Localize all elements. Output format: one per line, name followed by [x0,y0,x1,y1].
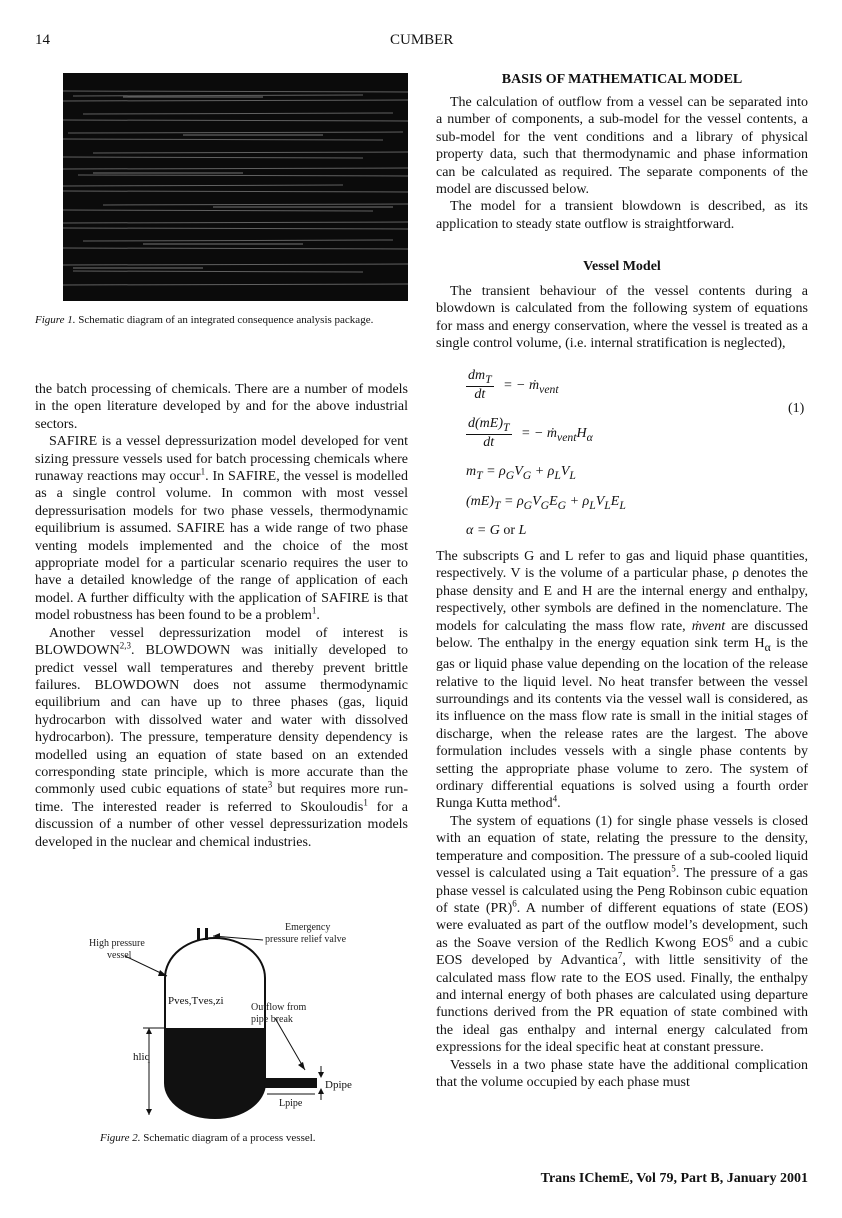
citation: 7 [617,950,623,961]
alpha-sub: α [764,640,771,654]
equation-alpha: α = G or L [466,523,527,538]
citation: 1 [311,605,317,616]
text: The system of equations (1) for single phase vessels is closed with an equation of state, relating the pressure to the density, temperature and composition. The pressure of a sub-cooled liquid vessel is calculated using a Tait equation [436,813,808,882]
running-title: CUMBER [390,32,454,48]
equations-block [466,368,808,543]
text: . [316,608,320,624]
journal-footer: Trans IChemE, Vol 79, Part B, January 2001 [540,1171,808,1186]
text: . [557,796,561,812]
left-paragraph-2 [35,433,408,624]
text: . The pressure of a gas phase vessel is calculated using the Peng Robinson cubic equation of state (PR) [436,866,808,916]
left-paragraph-3 [35,625,408,851]
equation-energy-total: $(mE)_T = \rho_GV_GE_G + \rho_LV_LE_L$ [466,494,626,512]
right-paragraph-5 [436,813,808,1057]
text: for a discussion of a number of other vessel depressurization models developed in the nuclear and chemical industries. [35,799,408,850]
equation-mass: $\frac{dm_T}{dt}$ = − ṁ$_{vent}$ [468,368,559,402]
right-paragraph-1: The calculation of outflow from a vessel can be separated into a number of components, a sub-model for the vessel contents, a sub-model for the vent conditions and a library of physical property data, such that thermodynamic and phase information can be calculated as required. The separate components of the model are discussed below. [436,95,808,198]
figure-2-caption [100,1131,400,1145]
label-outflow-1: Outflow from [251,1002,307,1013]
figure-1-label: Figure 1. [35,314,76,326]
section-heading-basis: BASIS OF MATHEMATICAL MODEL [501,72,743,87]
citation: 6 [512,898,517,909]
citation: 1 [363,797,368,808]
text: but requires more run-time. The interested reader is referred to Skouloudis [35,782,408,815]
label-hliq: hliq [133,1051,151,1063]
citation: 2,3 [119,640,132,651]
equation-number: (1) [788,401,805,416]
figure-2-diagram [85,918,385,1123]
equation-energy: $\frac{d(mE)_T}{dt}$ = − $ṁ_{vent}H_\alpha$ [468,416,593,450]
section-heading-vessel-model: Vessel Model [583,259,661,274]
right-paragraph-6: Vessels in a two phase state have the additional complication that the volume occupied by each phase must [436,1057,808,1090]
equation-mass-total: $m_T = \rho_GV_G + \rho_LV_L$ [466,464,576,482]
text: are discussed below. The enthalpy in the energy equation sink term H [436,618,808,652]
text: . BLOWDOWN was initially developed to predict vessel wall temperatures and thereby prevent brittle failures. BLOWDOWN does not assume thermodynamic equilibrium and can have up to three phases (gas, liquid hydrocarbon with dissolved water and water with dissolved hydrocarbon). The pressure, temperature density dependency is modelled using an equation of state based on an extended corresponding state principle, which is more accurate than the commonly used cubic equations of state [35,643,408,798]
label-outflow-2: pipe break [251,1014,293,1025]
label-emergency-1: Emergency [285,922,331,933]
label-high-pressure-2: vessel [107,950,132,961]
right-paragraph-4 [436,548,808,813]
left-paragraph-1: the batch processing of chemicals. There are a number of models in the open literature developed by and for the above industrial sectors. [35,382,408,432]
text: SAFIRE is a vessel depressurization model developed for vent sizing pressure vessels used for batch processing chemicals where runaway reactions may occur [35,434,408,485]
right-column-top [436,94,808,233]
figure-2-caption-text: Schematic diagram of a process vessel. [143,1132,316,1144]
text: is the gas or liquid phase value depending on the location of the release relative to the liquid level. No heat transfer between the vessel surroundings and its contents via the vessel wall is considered, as its influence on the mass flow rate is small in the initial stages of discharge, when the release rates are the largest. The above formulation includes vessels with a single phase contents by setting the appropriate phase volume to zero. The system of ordinary differential equations is solved using a fourth order Runga Kutta method [436,636,808,812]
right-paragraph-3-container [436,283,808,353]
label-high-pressure-1: High pressure [89,938,145,949]
figure-1-image [63,73,408,301]
text: , with little sensitivity of the calculated mass flow rate to the EOS used. Finally, the enthalpy and internal energy of both phases are calculated using departure functions derived from the PR equation of state combined with the ideal gas enthalpy and internal energy calculated from expressions for the ideal specific heat at constant pressure. [436,953,808,1056]
citation: 3 [267,779,273,790]
label-dpipe: Dpipe [325,1079,352,1091]
label-lpipe: Lpipe [279,1098,303,1109]
citation: 1 [200,466,206,477]
left-column [35,381,408,851]
text: . A number of different equations of state (EOS) were evaluated as part of the outflow model’s development, such as the Soave version of the Redlich Kwong EOS [436,900,808,951]
right-paragraph-3: The transient behaviour of the vessel contents during a blowdown is calculated from the following system of equations for mass and energy conservation, where the vessel is treated as a single control volume, (i.e. internal stratification is neglected), [436,284,808,352]
figure-2-label: Figure 2. [100,1132,141,1144]
mvent-symbol: ṁvent [691,618,726,634]
label-state-vars: Pves,Tves,zi [168,995,224,1007]
text: The subscripts G and L refer to gas and liquid phase quantities, respectively. V is the volume of a particular phase, ρ denotes the phase density and E and H are the internal energy and enthalpy, respectively, other symbols are defined in the nomenclature. The models for calculating the mass flow rate, [436,549,808,634]
right-paragraph-2: The model for a transient blowdown is described, as its application to steady state outflow is straightforward. [436,199,808,232]
page-number: 14 [35,32,50,48]
right-column-main [436,548,808,1091]
citation: 6 [728,933,734,944]
citation: 5 [671,863,676,874]
text: Another vessel depressurization model of interest is BLOWDOWN [35,625,408,659]
text: and a cubic EOS developed by Advantica [436,935,808,969]
figure-1-caption [35,313,408,327]
figure-1-caption-text: Schematic diagram of an integrated consequence analysis package. [78,314,374,326]
label-emergency-2: pressure relief valve [265,934,347,945]
text: . In SAFIRE, the vessel is modelled as a single control volume. In common with most vessel depressurisation models for two phase vessels, thermodynamic equilibrium is assumed. SAFIRE has a wide range of two phase venting models implemented and the choice of the most appropriate model for a particular scenario requires the user to have a detailed knowledge of the range of application of each model. A further difficulty with the application of SAFIRE is that model robustness has been found to be a problem [35,469,408,624]
citation: 4 [552,793,558,804]
figure-1-scanlines [63,73,408,301]
